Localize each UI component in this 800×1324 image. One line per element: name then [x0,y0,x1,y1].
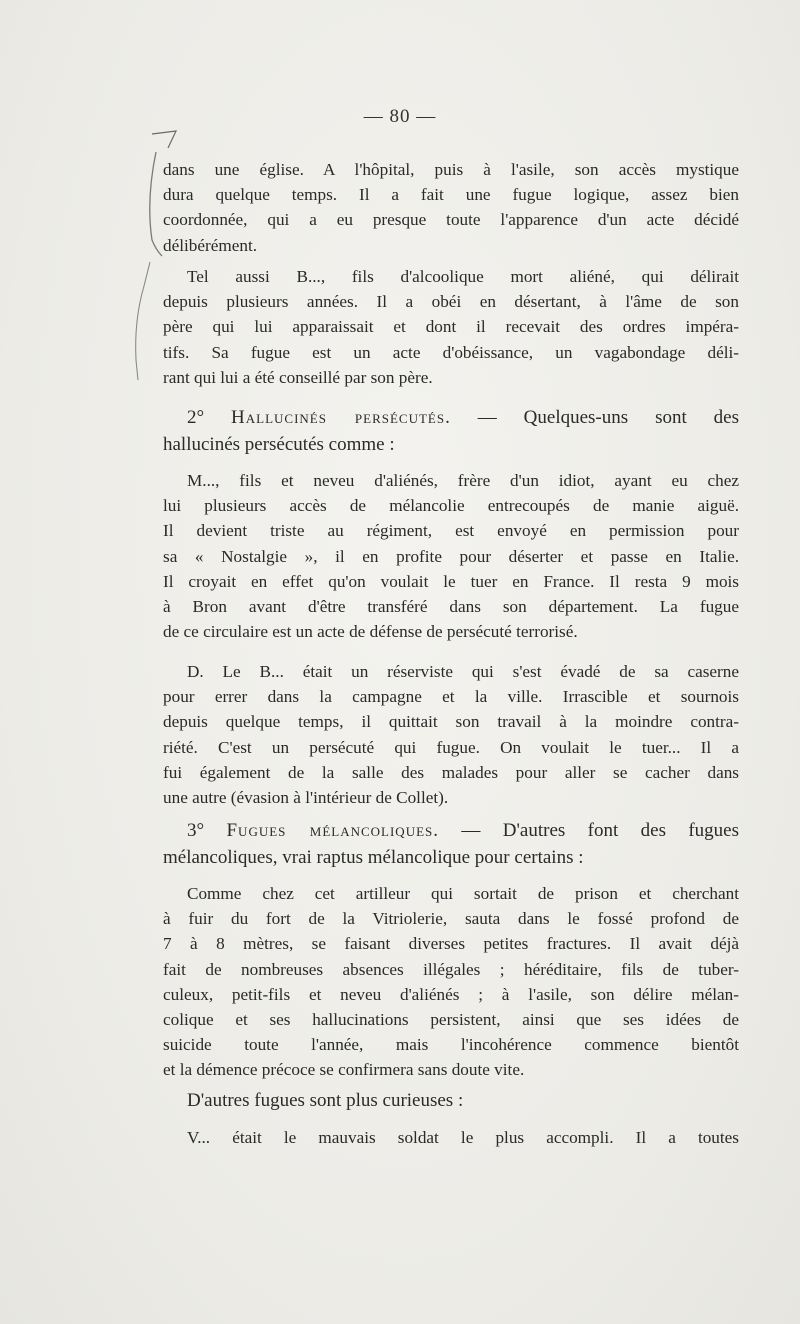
text-line: V... était le mauvais soldat le plus accompli. Il a toutes [187,1128,739,1147]
text-line: depuis plusieurs années. Il a obéi en désertant, à l'âme de son [163,292,739,312]
text-line: D'autres fugues sont plus curieuses : [187,1090,464,1111]
paragraph-7 [163,1125,739,1150]
heading-rest: — Quelques-uns sont des [477,407,739,428]
text-line: riété. C'est un persécuté qui fugue. On voulait le tuer... Il a [163,737,739,757]
text-line: père qui lui apparaissait et dont il recevait des ordres impéra- [163,317,739,337]
text-line: dans une église. A l'hôpital, puis à l'asile, son accès mystique [163,160,739,179]
text-line: Il devient triste au régiment, est envoyé en permission pour [163,521,739,541]
paragraph-1 [163,157,739,258]
heading-title: Hallucinés persécutés. [231,407,451,428]
text-line: lui plusieurs accès de mélancolie entrecoupés de manie aiguë. [163,496,739,516]
paragraph-5 [163,881,739,1083]
paragraph-3 [163,468,739,644]
text-line: Comme chez cet artilleur qui sortait de prison et cherchant [187,884,739,903]
text-line: de ce circulaire est un acte de défense de persécuté terrorisé. [163,622,578,642]
text-line: fui également de la salle des malades pour aller se cacher dans [163,762,739,782]
page-number: — 80 — [363,106,437,127]
heading-rest: — D'autres font des fugues [461,820,739,841]
text-line: dura quelque temps. Il a fait une fugue logique, assez bien [163,185,739,205]
paragraph-6 [163,1088,739,1113]
text-line: une autre (évasion à l'intérieur de Collet). [163,787,449,807]
heading-title: Fugues mélancoliques. [226,820,440,841]
paragraph-2 [163,264,739,390]
text-line: et la démence précoce se confirmera sans doute vite. [163,1060,525,1080]
text-line: culeux, petit-fils et neveu d'aliénés ; à l'asile, son délire mélan- [163,984,739,1004]
section-heading-2 [163,404,739,458]
text-line: rant qui lui a été conseillé par son père. [163,367,433,387]
heading-number: 2° [187,407,205,428]
text-line: depuis quelque temps, il quittait son travail à la moindre contra- [163,712,739,732]
heading-line-2: hallucinés persécutés comme : [163,434,395,455]
text-line: colique et ses hallucinations persistent, ainsi que ses idées de [163,1009,739,1029]
text-line: sa « Nostalgie », il en profite pour déserter et passe en Italie. [163,546,739,566]
text-line: suicide toute l'année, mais l'incohérence commence bientôt [163,1035,739,1055]
text-line: 7 à 8 mètres, se faisant diverses petites fractures. Il avait déjà [163,934,739,954]
text-line: M..., fils et neveu d'aliénés, frère d'un idiot, ayant eu chez [187,471,739,490]
text-line: pour errer dans la campagne et la ville. Irrascible et sournois [163,687,739,707]
section-heading-3 [163,817,739,871]
text-line: à fuir du fort de la Vitriolerie, sauta dans le fossé profond de [163,909,739,929]
paragraph-4 [163,659,739,810]
text-line: fait de nombreuses absences illégales ; héréditaire, fils de tuber- [163,959,739,979]
text-line: à Bron avant d'être transféré dans son département. La fugue [163,596,739,616]
heading-number: 3° [187,820,205,841]
text-line: tifs. Sa fugue est un acte d'obéissance, un vagabondage déli- [163,342,739,362]
text-line: D. Le B... était un réserviste qui s'est évadé de sa caserne [187,662,739,681]
heading-line-2: mélancoliques, vrai raptus mélancolique pour certains : [163,847,584,868]
text-line: Il croyait en effet qu'on voulait le tuer en France. Il resta 9 mois [163,571,739,591]
text-line: coordonnée, qui a eu presque toute l'apparence d'un acte décidé [163,210,739,230]
text-line: délibérément. [163,235,258,255]
text-line: Tel aussi B..., fils d'alcoolique mort aliéné, qui délirait [187,267,739,286]
